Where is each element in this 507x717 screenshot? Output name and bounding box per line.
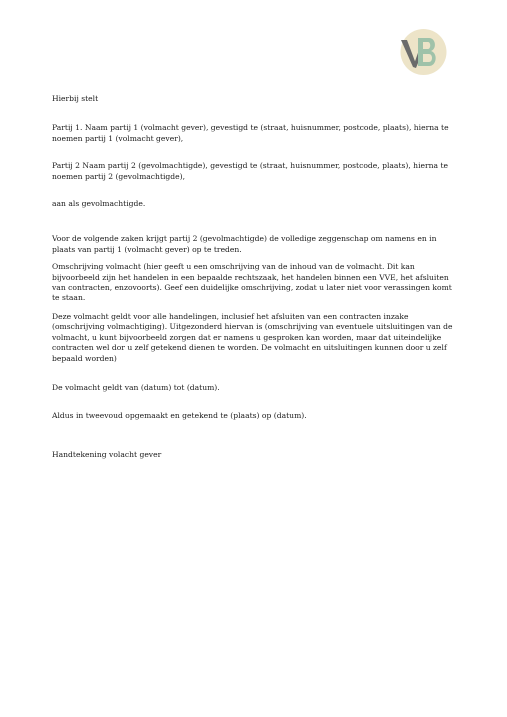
document-body	[52, 94, 458, 460]
partij1-paragraph: Partij 1. Naam partij 1 (volmacht gever), gevestigd te (straat, huisnummer, postcode, plaats), hierna te noemen partij 1 (volmacht gever),	[52, 123, 449, 143]
gevolmachtigde-line: aan als gevolmachtigde.	[52, 199, 146, 209]
omschrijving-paragraph: Omschrijving volmacht (hier geeft u een omschrijving van de inhoud van de volmacht. Dit kan bijvoorbeeld zijn het handelen in een bepaalde rechtszaak, het handelen binnen een VVE, het afsluiten van contracten, enzovoorts). Geef een duidelijke omschrijving, zodat u later niet voor verassingen komt te staan.	[52, 262, 452, 303]
aldus-line: Aldus in tweevoud opgemaakt en getekend te (plaats) op (datum).	[52, 411, 307, 421]
periode-line: De volmacht geldt van (datum) tot (datum).	[52, 382, 220, 392]
geldt-paragraph: Deze volmacht geldt voor alle handelingen, inclusief het afsluiten van een contracten inzake (omschrijving volmachtiging). Uitgezonderd hiervan is (omschrijving van eventuele uitsluitingen van de volmacht, u kunt bijvoorbeeld zorgen dat er namens u gesproken kan worden, maar dat uiteindelijke contracten wel dor u zelf getekend dienen te worden. De volmacht en uitsluitingen kunnen door u zelf bepaald worden)	[52, 311, 453, 363]
vb-logo-icon	[398, 28, 448, 76]
zaken-paragraph: Voor de volgende zaken krijgt partij 2 (gevolmachtigde) de volledige zeggenschap om namens en in plaats van partij 1 (volmacht gever) op te treden.	[52, 234, 437, 254]
intro-text: Hierbij stelt	[52, 94, 99, 103]
partij2-paragraph: Partij 2 Naam partij 2 (gevolmachtigde), gevestigd te (straat, huisnummer, postcode, plaats), hierna te noemen partij 2 (gevolmachtigde),	[52, 161, 448, 181]
signature-label: Handtekening volacht gever	[52, 449, 162, 459]
